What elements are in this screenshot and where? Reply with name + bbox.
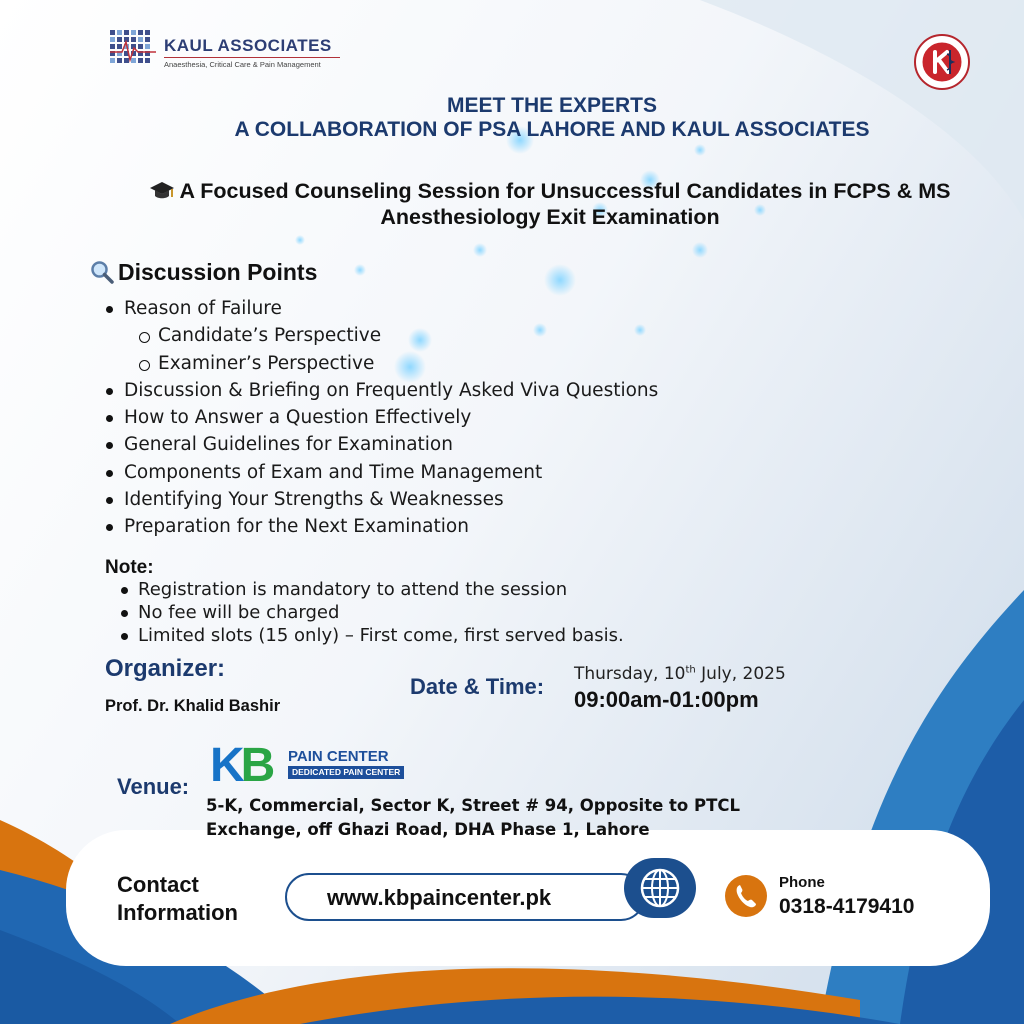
discussion-point: Identifying Your Strengths & Weaknesses — [104, 486, 744, 513]
website-link[interactable] — [285, 873, 645, 921]
contact-label-line-2: Information — [117, 900, 238, 925]
brand-tagline: Anaesthesia, Critical Care & Pain Management — [164, 60, 321, 69]
globe-button[interactable] — [624, 858, 696, 918]
venue-address-line-1: 5-K, Commercial, Sector K, Street # 94, Opposite to PTCL — [206, 796, 740, 815]
kb-logo-k: K — [210, 739, 241, 792]
title-line-2: A COLLABORATION OF PSA LAHORE AND KAUL ASSOCIATES — [234, 118, 870, 141]
discussion-point: General Guidelines for Examination — [104, 431, 744, 458]
kb-logo-letters — [210, 740, 271, 792]
venue-address — [206, 794, 846, 842]
discussion-subpoint: Examiner’s Perspective — [104, 350, 744, 377]
organizer-name: Prof. Dr. Khalid Bashir — [105, 697, 281, 715]
subtitle-line-1 — [70, 178, 1024, 204]
discussion-point: How to Answer a Question Effectively — [104, 404, 744, 431]
subtitle-line-1-text: A Focused Counseling Session for Unsuccessful Candidates in FCPS & MS — [179, 179, 951, 203]
brand-divider — [164, 57, 340, 58]
kb-logo-tag: DEDICATED PAIN CENTER — [288, 766, 404, 779]
discussion-heading — [90, 259, 317, 286]
discussion-point: Components of Exam and Time Management — [104, 459, 744, 486]
note-item: Limited slots (15 only) – First come, first served basis. — [118, 624, 738, 647]
discussion-point: Discussion & Briefing on Frequently Asked Viva Questions — [104, 377, 744, 404]
magnifier-icon — [90, 260, 114, 284]
session-subtitle — [70, 178, 1024, 230]
venue-address-line-2: Exchange, off Ghazi Road, DHA Phase 1, Lahore — [206, 820, 650, 839]
website-url[interactable]: www.kbpaincenter.pk — [327, 885, 552, 910]
note-item: Registration is mandatory to attend the session — [118, 578, 738, 601]
phone-label: Phone — [779, 874, 825, 891]
globe-icon — [638, 866, 682, 910]
discussion-point: Reason of Failure — [104, 295, 744, 322]
discussion-points-list — [104, 295, 744, 541]
kb-logo-name: PAIN CENTER — [288, 748, 389, 765]
phone-button[interactable] — [725, 875, 767, 917]
contact-label-line-1: Contact — [117, 872, 199, 897]
kaul-associates-logo — [110, 28, 350, 72]
event-date — [574, 664, 786, 684]
subtitle-line-2: Anesthesiology Exit Examination — [380, 205, 720, 229]
event-date-prefix: Thursday, 10 — [574, 664, 686, 684]
discussion-point: Preparation for the Next Examination — [104, 513, 744, 540]
psa-seal-icon — [914, 34, 970, 90]
brand-name: KAUL ASSOCIATES — [164, 36, 332, 55]
note-heading: Note: — [105, 557, 154, 578]
organizer-label: Organizer: — [105, 655, 226, 682]
kb-logo-b: B — [240, 739, 272, 792]
main-title — [0, 94, 1024, 142]
title-line-1: MEET THE EXPERTS — [446, 94, 658, 117]
phone-icon — [734, 883, 758, 909]
event-time: 09:00am-01:00pm — [574, 687, 759, 712]
kaul-grid-icon — [110, 28, 156, 70]
note-item: No fee will be charged — [118, 601, 738, 624]
graduation-cap-icon — [150, 181, 174, 201]
kb-pain-center-logo — [210, 739, 410, 792]
discussion-heading-text: Discussion Points — [118, 259, 318, 285]
phone-number[interactable]: 0318-4179410 — [779, 895, 915, 918]
venue-label: Venue: — [117, 774, 190, 799]
event-date-sup: th — [685, 664, 696, 676]
discussion-subpoint: Candidate’s Perspective — [104, 322, 744, 349]
note-list — [118, 578, 738, 647]
date-time-label: Date & Time: — [410, 674, 545, 699]
event-date-suffix: July, 2025 — [695, 664, 786, 684]
contact-label — [117, 871, 238, 927]
